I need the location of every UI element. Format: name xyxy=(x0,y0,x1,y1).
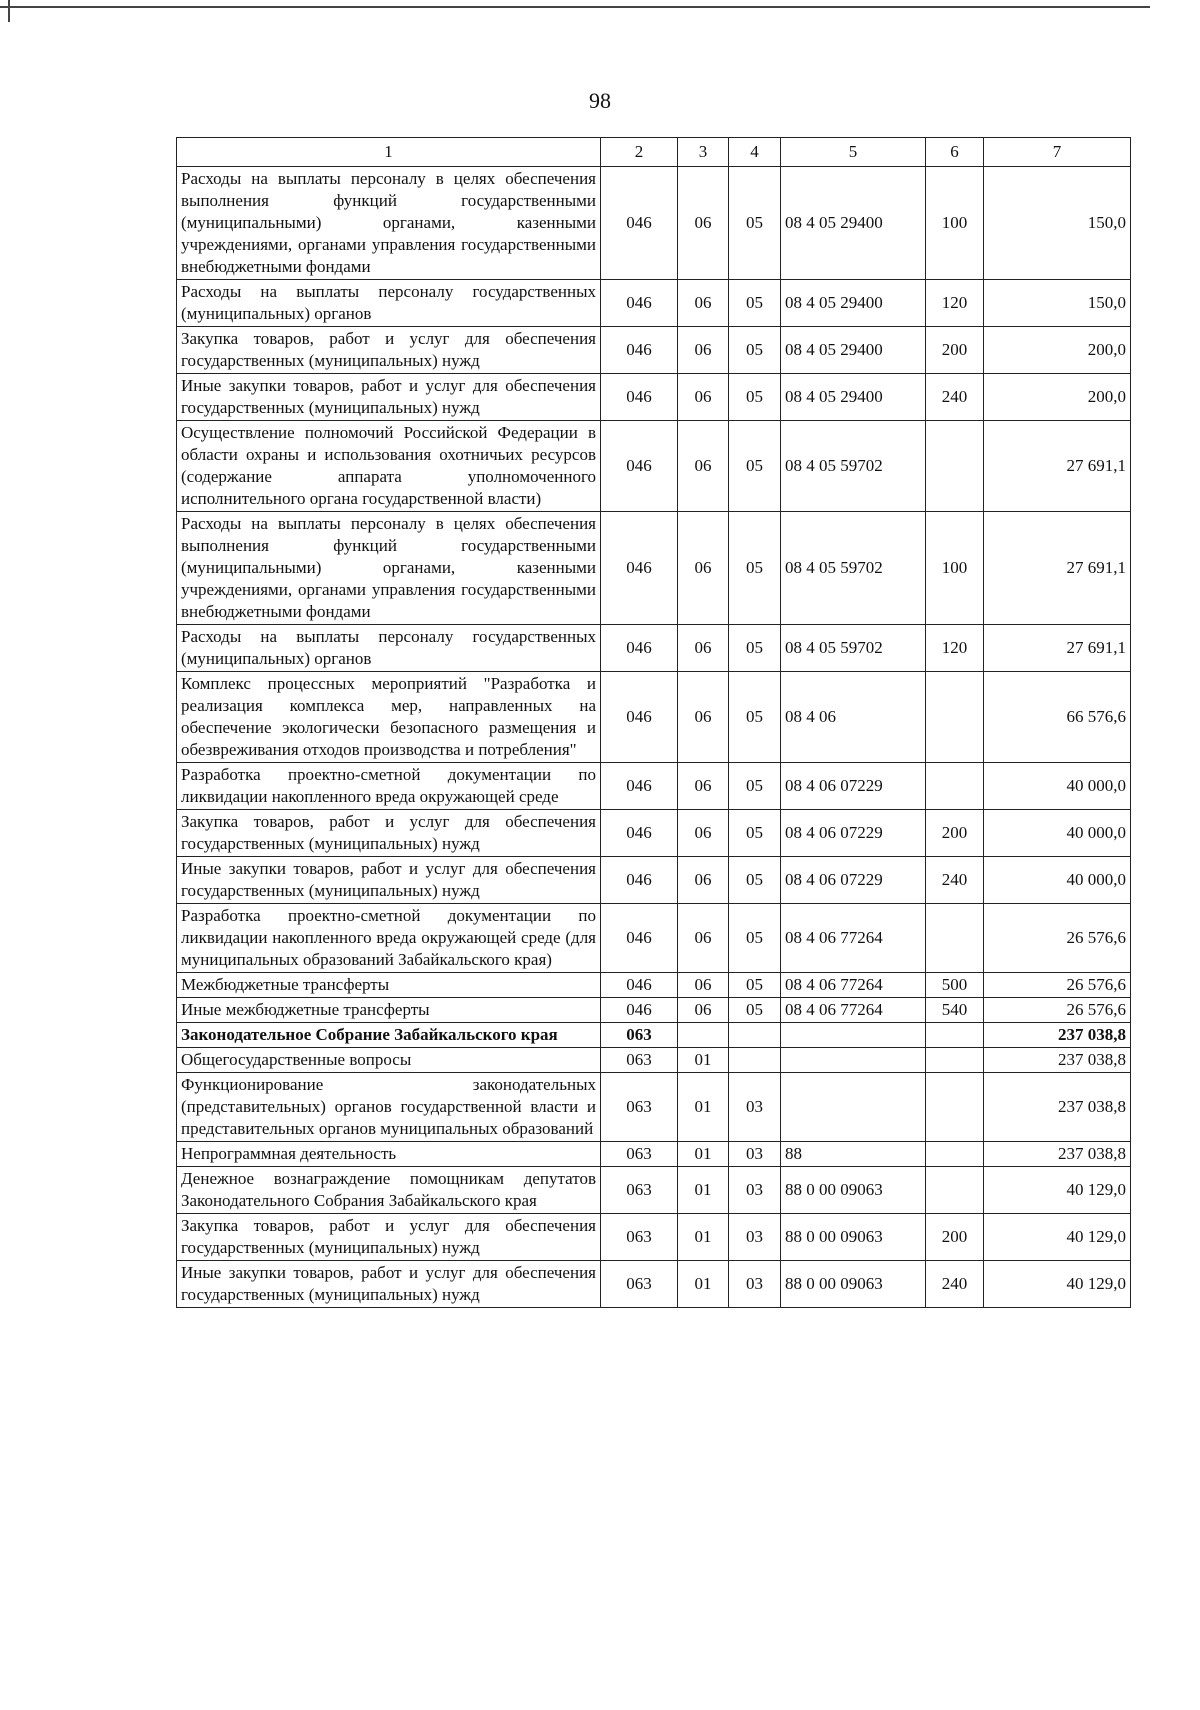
row-amount: 237 038,8 xyxy=(984,1142,1131,1167)
row-name: Непрограммная деятельность xyxy=(177,1142,601,1167)
row-amount: 200,0 xyxy=(984,374,1131,421)
row-name: Общегосударственные вопросы xyxy=(177,1048,601,1073)
row-subsection: 03 xyxy=(729,1261,781,1308)
row-subsection: 05 xyxy=(729,421,781,512)
row-target-article xyxy=(781,1023,926,1048)
row-subsection: 05 xyxy=(729,857,781,904)
table-row xyxy=(177,857,1131,904)
row-section: 06 xyxy=(678,998,729,1023)
row-admin-code: 046 xyxy=(601,512,678,625)
table-row xyxy=(177,327,1131,374)
row-target-article: 08 4 06 07229 xyxy=(781,810,926,857)
row-admin-code: 046 xyxy=(601,167,678,280)
row-subsection: 05 xyxy=(729,763,781,810)
row-expense-type xyxy=(926,763,984,810)
table-row xyxy=(177,512,1131,625)
row-subsection: 03 xyxy=(729,1214,781,1261)
table-row xyxy=(177,1048,1131,1073)
row-name: Расходы на выплаты персоналу государственных (муниципальных) органов xyxy=(177,280,601,327)
row-expense-type xyxy=(926,1023,984,1048)
row-amount: 150,0 xyxy=(984,280,1131,327)
row-target-article xyxy=(781,1073,926,1142)
row-subsection: 05 xyxy=(729,327,781,374)
row-name: Межбюджетные трансферты xyxy=(177,973,601,998)
row-admin-code: 046 xyxy=(601,904,678,973)
row-section: 06 xyxy=(678,672,729,763)
row-amount: 237 038,8 xyxy=(984,1023,1131,1048)
row-amount: 40 000,0 xyxy=(984,763,1131,810)
header-col-3: 3 xyxy=(678,138,729,167)
row-amount: 27 691,1 xyxy=(984,512,1131,625)
row-target-article: 08 4 06 77264 xyxy=(781,998,926,1023)
row-admin-code: 046 xyxy=(601,327,678,374)
table-header-row xyxy=(177,138,1131,167)
row-expense-type: 540 xyxy=(926,998,984,1023)
row-name: Законодательное Собрание Забайкальского края xyxy=(177,1023,601,1048)
row-subsection: 05 xyxy=(729,280,781,327)
row-target-article: 08 4 05 29400 xyxy=(781,167,926,280)
row-admin-code: 063 xyxy=(601,1048,678,1073)
page-number: 98 xyxy=(589,88,611,113)
row-expense-type: 100 xyxy=(926,167,984,280)
table-row xyxy=(177,1214,1131,1261)
row-section: 06 xyxy=(678,810,729,857)
row-amount: 237 038,8 xyxy=(984,1073,1131,1142)
table-row xyxy=(177,1073,1131,1142)
row-subsection: 05 xyxy=(729,374,781,421)
row-name: Осуществление полномочий Российской Федерации в области охраны и использования охотничьих ресурсов (содержание аппарата уполномоченного исполнительного органа государственной власти) xyxy=(177,421,601,512)
row-target-article: 08 4 05 59702 xyxy=(781,625,926,672)
row-subsection: 03 xyxy=(729,1142,781,1167)
row-subsection: 05 xyxy=(729,810,781,857)
row-section: 06 xyxy=(678,973,729,998)
row-target-article: 08 4 05 29400 xyxy=(781,374,926,421)
row-name: Иные закупки товаров, работ и услуг для обеспечения государственных (муниципальных) нужд xyxy=(177,374,601,421)
row-subsection: 05 xyxy=(729,904,781,973)
row-subsection: 05 xyxy=(729,512,781,625)
row-name: Расходы на выплаты персоналу в целях обеспечения выполнения функций государственными (муниципальными) органами, казенными учреждениями, органами управления государственными внебюджетными фондами xyxy=(177,512,601,625)
row-target-article: 88 xyxy=(781,1142,926,1167)
row-target-article: 88 0 00 09063 xyxy=(781,1214,926,1261)
row-target-article: 08 4 05 59702 xyxy=(781,421,926,512)
row-admin-code: 046 xyxy=(601,763,678,810)
row-section: 01 xyxy=(678,1073,729,1142)
row-admin-code: 046 xyxy=(601,810,678,857)
row-admin-code: 046 xyxy=(601,280,678,327)
row-name: Закупка товаров, работ и услуг для обеспечения государственных (муниципальных) нужд xyxy=(177,810,601,857)
row-section: 06 xyxy=(678,327,729,374)
header-col-2: 2 xyxy=(601,138,678,167)
row-section: 06 xyxy=(678,857,729,904)
row-admin-code: 046 xyxy=(601,672,678,763)
row-expense-type: 240 xyxy=(926,374,984,421)
table-row xyxy=(177,998,1131,1023)
row-amount: 40 129,0 xyxy=(984,1261,1131,1308)
row-admin-code: 063 xyxy=(601,1261,678,1308)
table-row xyxy=(177,625,1131,672)
row-expense-type: 200 xyxy=(926,1214,984,1261)
table-row xyxy=(177,374,1131,421)
header-col-1: 1 xyxy=(177,138,601,167)
header-col-6: 6 xyxy=(926,138,984,167)
table-row xyxy=(177,280,1131,327)
row-amount: 26 576,6 xyxy=(984,904,1131,973)
row-target-article: 08 4 06 xyxy=(781,672,926,763)
row-subsection: 05 xyxy=(729,625,781,672)
row-name: Расходы на выплаты персоналу в целях обеспечения выполнения функций государственными (муниципальными) органами, казенными учреждениями, органами управления государственными внебюджетными фондами xyxy=(177,167,601,280)
table-row xyxy=(177,1142,1131,1167)
row-target-article: 08 4 06 77264 xyxy=(781,973,926,998)
row-name: Денежное вознаграждение помощникам депутатов Законодательного Собрания Забайкальского края xyxy=(177,1167,601,1214)
row-expense-type: 120 xyxy=(926,280,984,327)
row-target-article: 08 4 06 77264 xyxy=(781,904,926,973)
table-row xyxy=(177,810,1131,857)
row-name: Иные межбюджетные трансферты xyxy=(177,998,601,1023)
row-name: Разработка проектно-сметной документации по ликвидации накопленного вреда окружающей среде (для муниципальных образований Забайкальского края) xyxy=(177,904,601,973)
row-amount: 40 129,0 xyxy=(984,1167,1131,1214)
row-target-article: 08 4 06 07229 xyxy=(781,763,926,810)
row-admin-code: 063 xyxy=(601,1073,678,1142)
row-name: Комплекс процессных мероприятий "Разработка и реализация комплекса мер, направленных на обеспечение экологически безопасного размещения и обезвреживания отходов производства и потребления" xyxy=(177,672,601,763)
table-row xyxy=(177,672,1131,763)
row-subsection: 05 xyxy=(729,167,781,280)
row-section: 06 xyxy=(678,421,729,512)
row-section: 01 xyxy=(678,1167,729,1214)
row-section: 01 xyxy=(678,1048,729,1073)
row-expense-type xyxy=(926,421,984,512)
row-expense-type xyxy=(926,1048,984,1073)
row-section: 06 xyxy=(678,904,729,973)
row-target-article: 08 4 05 29400 xyxy=(781,280,926,327)
row-expense-type xyxy=(926,672,984,763)
row-subsection xyxy=(729,1048,781,1073)
row-expense-type: 200 xyxy=(926,327,984,374)
row-amount: 26 576,6 xyxy=(984,998,1131,1023)
row-target-article: 08 4 05 59702 xyxy=(781,512,926,625)
row-name: Закупка товаров, работ и услуг для обеспечения государственных (муниципальных) нужд xyxy=(177,1214,601,1261)
row-subsection: 05 xyxy=(729,998,781,1023)
row-expense-type xyxy=(926,1167,984,1214)
row-amount: 237 038,8 xyxy=(984,1048,1131,1073)
table-row xyxy=(177,421,1131,512)
header-col-7: 7 xyxy=(984,138,1131,167)
row-amount: 150,0 xyxy=(984,167,1131,280)
row-expense-type xyxy=(926,904,984,973)
row-admin-code: 063 xyxy=(601,1142,678,1167)
row-expense-type: 240 xyxy=(926,857,984,904)
row-subsection: 03 xyxy=(729,1167,781,1214)
row-subsection: 05 xyxy=(729,672,781,763)
row-section: 06 xyxy=(678,512,729,625)
row-admin-code: 046 xyxy=(601,973,678,998)
table-row xyxy=(177,1023,1131,1048)
row-expense-type: 100 xyxy=(926,512,984,625)
header-col-4: 4 xyxy=(729,138,781,167)
table-row xyxy=(177,973,1131,998)
scan-edge-mark xyxy=(8,0,10,22)
row-amount: 27 691,1 xyxy=(984,625,1131,672)
row-amount: 27 691,1 xyxy=(984,421,1131,512)
row-name: Иные закупки товаров, работ и услуг для обеспечения государственных (муниципальных) нужд xyxy=(177,1261,601,1308)
row-expense-type xyxy=(926,1073,984,1142)
table-row xyxy=(177,904,1131,973)
row-name: Функционирование законодательных (представительных) органов государственной власти и представительных органов муниципальных образований xyxy=(177,1073,601,1142)
row-admin-code: 063 xyxy=(601,1214,678,1261)
row-section: 01 xyxy=(678,1261,729,1308)
row-subsection: 03 xyxy=(729,1073,781,1142)
row-expense-type xyxy=(926,1142,984,1167)
row-subsection: 05 xyxy=(729,973,781,998)
row-section: 06 xyxy=(678,763,729,810)
row-expense-type: 240 xyxy=(926,1261,984,1308)
table-row xyxy=(177,1167,1131,1214)
row-admin-code: 046 xyxy=(601,998,678,1023)
table-row xyxy=(177,167,1131,280)
row-admin-code: 046 xyxy=(601,857,678,904)
row-admin-code: 063 xyxy=(601,1167,678,1214)
row-amount: 40 129,0 xyxy=(984,1214,1131,1261)
row-section: 06 xyxy=(678,374,729,421)
row-admin-code: 063 xyxy=(601,1023,678,1048)
row-section xyxy=(678,1023,729,1048)
row-amount: 26 576,6 xyxy=(984,973,1131,998)
table-row xyxy=(177,763,1131,810)
row-section: 06 xyxy=(678,167,729,280)
row-expense-type: 200 xyxy=(926,810,984,857)
row-amount: 200,0 xyxy=(984,327,1131,374)
header-col-5: 5 xyxy=(781,138,926,167)
row-target-article: 08 4 06 07229 xyxy=(781,857,926,904)
row-target-article: 88 0 00 09063 xyxy=(781,1167,926,1214)
row-target-article xyxy=(781,1048,926,1073)
row-name: Закупка товаров, работ и услуг для обеспечения государственных (муниципальных) нужд xyxy=(177,327,601,374)
row-name: Расходы на выплаты персоналу государственных (муниципальных) органов xyxy=(177,625,601,672)
row-admin-code: 046 xyxy=(601,374,678,421)
row-section: 06 xyxy=(678,280,729,327)
row-admin-code: 046 xyxy=(601,625,678,672)
row-admin-code: 046 xyxy=(601,421,678,512)
budget-table xyxy=(176,137,1131,1308)
scan-edge-line xyxy=(0,6,1150,8)
row-section: 06 xyxy=(678,625,729,672)
row-target-article: 88 0 00 09063 xyxy=(781,1261,926,1308)
row-name: Иные закупки товаров, работ и услуг для обеспечения государственных (муниципальных) нужд xyxy=(177,857,601,904)
row-amount: 66 576,6 xyxy=(984,672,1131,763)
row-amount: 40 000,0 xyxy=(984,810,1131,857)
row-expense-type: 500 xyxy=(926,973,984,998)
row-amount: 40 000,0 xyxy=(984,857,1131,904)
table-row xyxy=(177,1261,1131,1308)
row-section: 01 xyxy=(678,1214,729,1261)
row-expense-type: 120 xyxy=(926,625,984,672)
row-subsection xyxy=(729,1023,781,1048)
row-name: Разработка проектно-сметной документации по ликвидации накопленного вреда окружающей среде xyxy=(177,763,601,810)
row-target-article: 08 4 05 29400 xyxy=(781,327,926,374)
row-section: 01 xyxy=(678,1142,729,1167)
